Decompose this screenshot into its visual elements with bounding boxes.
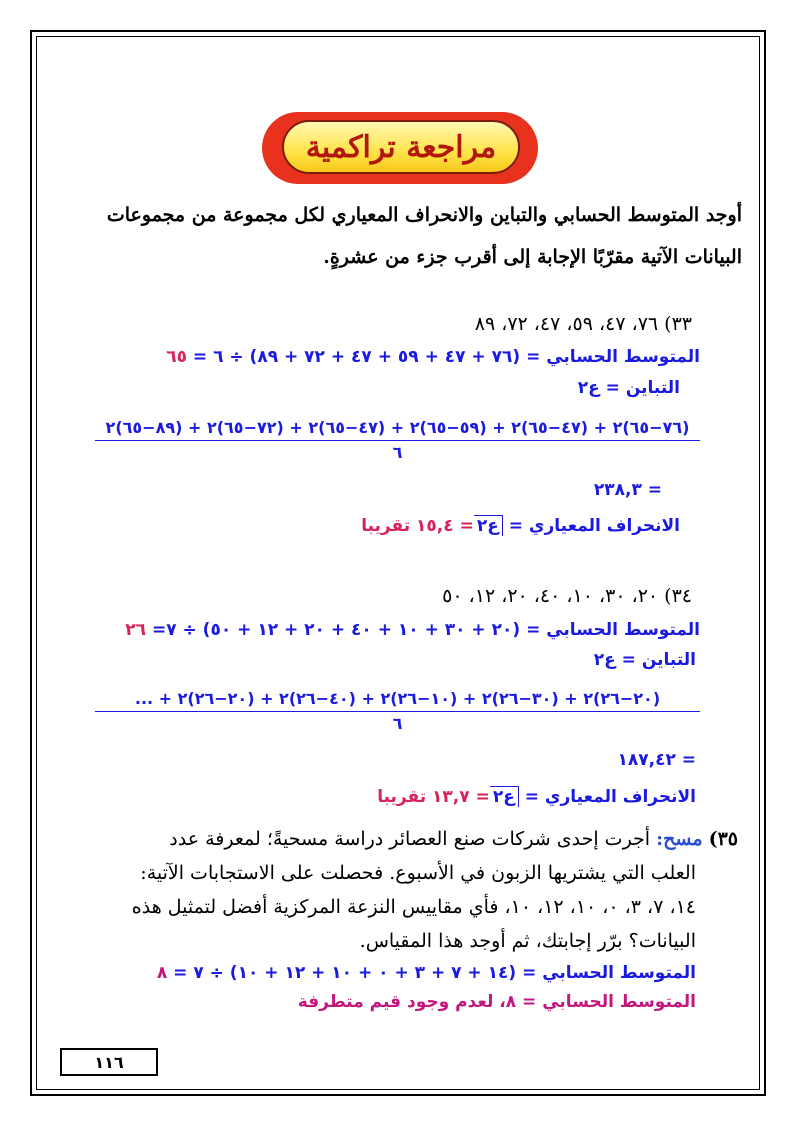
q35-line-1 <box>169 828 738 850</box>
q34-data: ٣٤) ٢٠، ٣٠، ١٠، ٤٠، ٢٠، ١٢، ٥٠ <box>442 585 692 607</box>
q33-mean-value: ٦٥ <box>166 347 187 367</box>
q33-mean-expression: المتوسط الحسابي = (٧٦ + ٤٧ + ٥٩ + ٤٧ + ٧٢ + ٨٩) ÷ ٦ = <box>186 347 700 367</box>
intro-line-1: أوجد المتوسط الحسابي والتباين والانحراف المعياري لكل مجموعة من مجموعات <box>106 204 742 226</box>
q35-label: مسح: <box>656 828 703 850</box>
q35-line-3: ١٤، ٧، ٣، ٠، ١٠، ١٢، ١٠، فأي مقاييس النزعة المركزية أفضل لتمثيل هذه <box>131 896 696 918</box>
q33-variance-value: = ٢٣٨,٣ <box>593 480 662 500</box>
q34-variance-value: = ١٨٧,٤٢ <box>617 750 696 770</box>
q35-mean-expression: المتوسط الحسابي = (١٤ + ٧ + ٣ + ٠ + ١٠ + ١٢ + ١٠) ÷ ٧ = <box>167 963 696 983</box>
q35-line-2: العلب التي يشتريها الزبون في الأسبوع. فحصلت على الاستجابات الآتية: <box>140 862 696 884</box>
q33-variance-fraction <box>95 418 700 462</box>
q33-sd-label: الانحراف المعياري = <box>502 516 680 536</box>
q35-number: ٣٥) <box>708 828 738 850</box>
q33-denominator: ٦ <box>392 443 403 462</box>
q35-line-4: البيانات؟ برّر إجابتك، ثم أوجد هذا المقياس. <box>359 930 696 952</box>
q35-conclusion: المتوسط الحسابي = ٨، لعدم وجود قيم متطرفة <box>297 992 696 1012</box>
q34-mean <box>125 620 700 640</box>
q35-mean-value: ٨ <box>156 963 168 983</box>
q34-sqrt-icon: ع٢ <box>490 786 519 807</box>
intro-line-2: البيانات الآتية مقرّبًا الإجابة إلى أقرب جزء من عشرةٍ. <box>323 246 742 268</box>
page-number: ١١٦ <box>60 1048 158 1076</box>
q34-sd-label: الانحراف المعياري = <box>518 787 696 807</box>
q34-mean-expression: المتوسط الحسابي = (٢٠ + ٣٠ + ١٠ + ٤٠ + ٢٠ + ١٢ + ٥٠) ÷ ٧= <box>146 620 700 640</box>
q33-sd <box>361 515 680 536</box>
q35-text-1: أجرت إحدى شركات صنع العصائر دراسة مسحيةً؛ لمعرفة عدد <box>169 828 651 850</box>
q33-sd-value: = ١٥,٤ تقريبا <box>361 516 474 536</box>
q34-sd <box>377 786 696 807</box>
page-title: مراجعة تراكمية <box>282 120 520 174</box>
q35-mean <box>157 963 696 983</box>
q33-data: ٣٣) ٧٦، ٤٧، ٥٩، ٤٧، ٧٢، ٨٩ <box>474 313 692 335</box>
q34-denominator: ٦ <box>392 714 403 733</box>
q34-numerator: (٢٠−٢٦)٢ + (٣٠−٢٦)٢ + (١٠−٢٦)٢ + (٤٠−٢٦)٢ + (٢٠−٢٦)٢ + ... <box>95 689 700 712</box>
q33-sqrt-icon: ع٢ <box>474 515 503 536</box>
q33-variance-label: التباين = ع٢ <box>577 378 680 398</box>
q34-sd-value: = ١٣,٧ تقريبا <box>377 787 490 807</box>
q34-variance-fraction <box>95 689 700 733</box>
q34-mean-value: ٢٦ <box>125 620 147 640</box>
q33-mean <box>166 347 700 367</box>
q34-variance-label: التباين = ع٢ <box>593 650 696 670</box>
q33-numerator: (٧٦−٦٥)٢ + (٤٧−٦٥)٢ + (٥٩−٦٥)٢ + (٤٧−٦٥)٢ + (٧٢−٦٥)٢ + (٨٩−٦٥)٢ <box>95 418 700 441</box>
